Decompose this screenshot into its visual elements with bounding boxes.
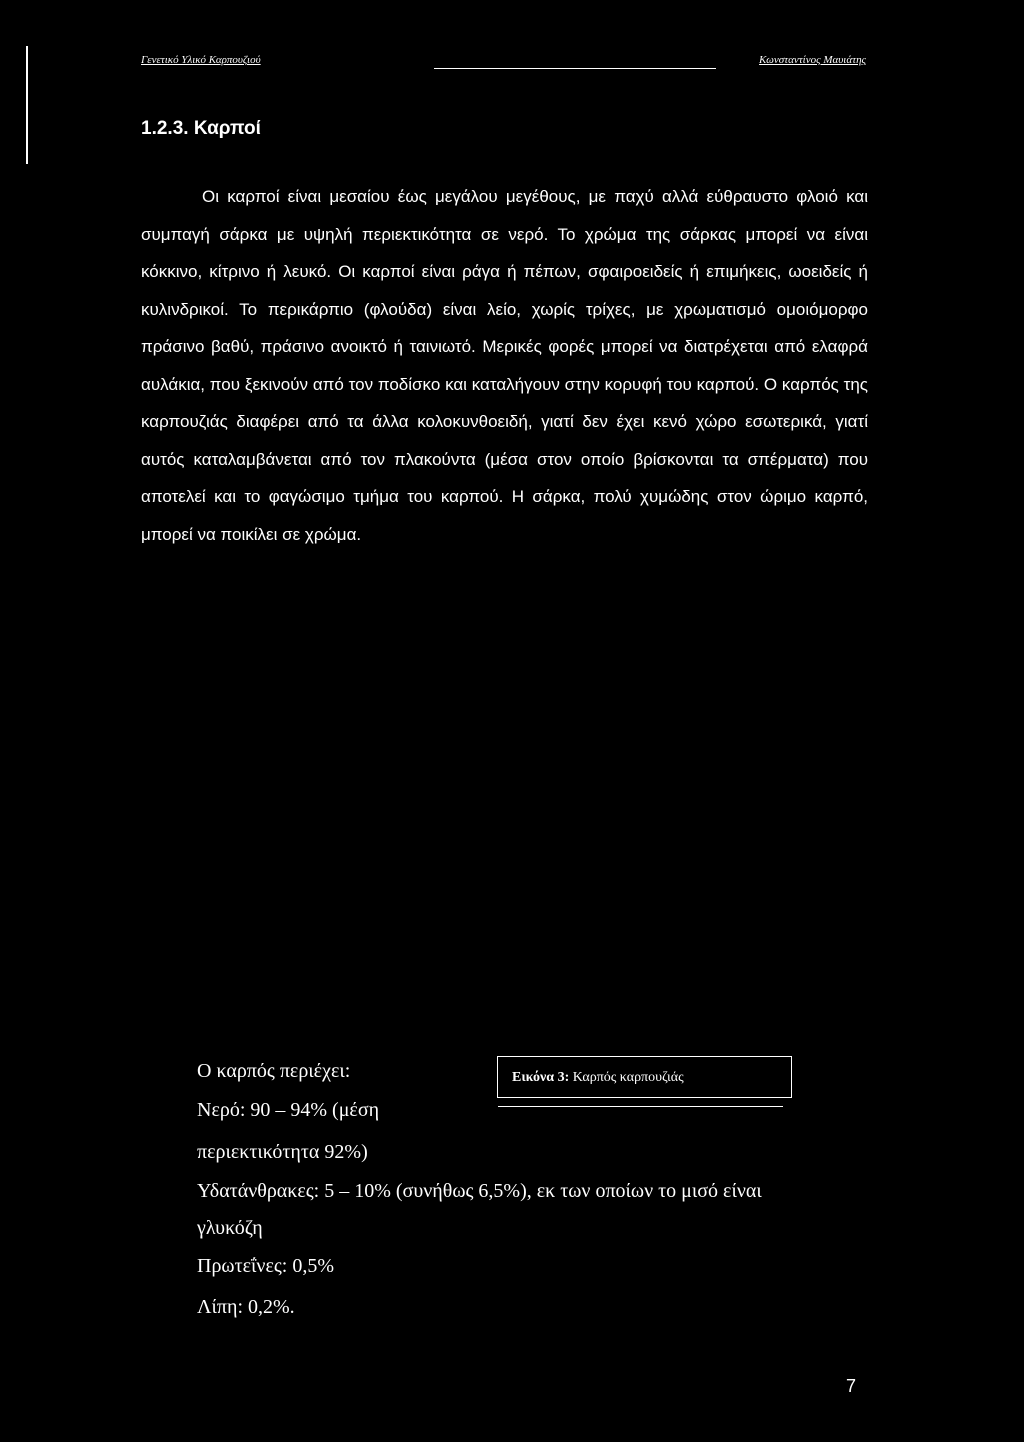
contents-carbohydrates-continued: γλυκόζη [197, 1217, 263, 1239]
page-number: 7 [846, 1376, 857, 1396]
figure-rule [498, 1106, 783, 1107]
figure-label: Εικόνα 3: [512, 1070, 570, 1085]
section-heading [141, 118, 261, 140]
header-author: Κωνσταντίνος Μαυιάτης [759, 54, 866, 66]
header-rule [434, 68, 716, 69]
contents-intro: Ο καρπός περιέχει: [197, 1060, 351, 1082]
margin-line [26, 46, 28, 164]
body-paragraph: Οι καρποί είναι μεσαίου έως μεγάλου μεγέθους, με παχύ αλλά εύθραυστο φλοιό και συμπαγή σάρκα με υψηλή περιεκτικότητα σε νερό. Το χρώμα της σάρκας μπορεί να είναι κόκκινο, κίτρινο ή λευκό. Οι καρποί είναι ράγα ή πέπων, σφαιροειδείς ή επιμήκεις, ωοειδείς ή κυλινδρικοί. Το περικάρπιο (φλούδα) είναι λείο, χωρίς τρίχες, με χρωματισμό ομοιόμορφο πράσινο βαθύ, πράσινο ανοικτό ή ταινιωτό. Μερικές φορές μπορεί να διατρέχεται από ελαφρά αυλάκια, που ξεκινούν από τον ποδίσκο και καταλήγουν στην κορυφή του καρπού. Ο καρπός της καρπουζιάς διαφέρει από τα άλλα κολοκυνθοειδή, γιατί δεν έχει κενό χώρο εσωτερικά, γιατί αυτός καταλαμβάνεται από τον πλακούντα (μέσα στον οποίο βρίσκονται τα σπέρματα) που αποτελεί και το φαγώσιμο τμήμα του καρπού. Η σάρκα, πολύ χυμώδης στον ώριμο καρπό, μπορεί να ποικίλει σε χρώμα. [141, 187, 868, 544]
contents-water-continued: περιεκτικότητα 92%) [197, 1141, 368, 1163]
contents-carbohydrates: Υδατάνθρακες: 5 – 10% (συνήθως 6,5%), εκ των οποίων το μισό είναι [197, 1180, 762, 1202]
contents-proteins: Πρωτεΐνες: 0,5% [197, 1255, 334, 1277]
figure-caption-text: Καρπός καρπουζιάς [572, 1070, 684, 1085]
section-number: 1.2.3. [141, 118, 189, 139]
figure-caption [497, 1056, 792, 1098]
header-title: Γενετικό Υλικό Καρπουζιού [141, 54, 261, 66]
contents-fats: Λίπη: 0,2%. [197, 1296, 295, 1318]
section-title: Καρποί [193, 118, 261, 139]
contents-water: Νερό: 90 – 94% (μέση [197, 1099, 380, 1121]
